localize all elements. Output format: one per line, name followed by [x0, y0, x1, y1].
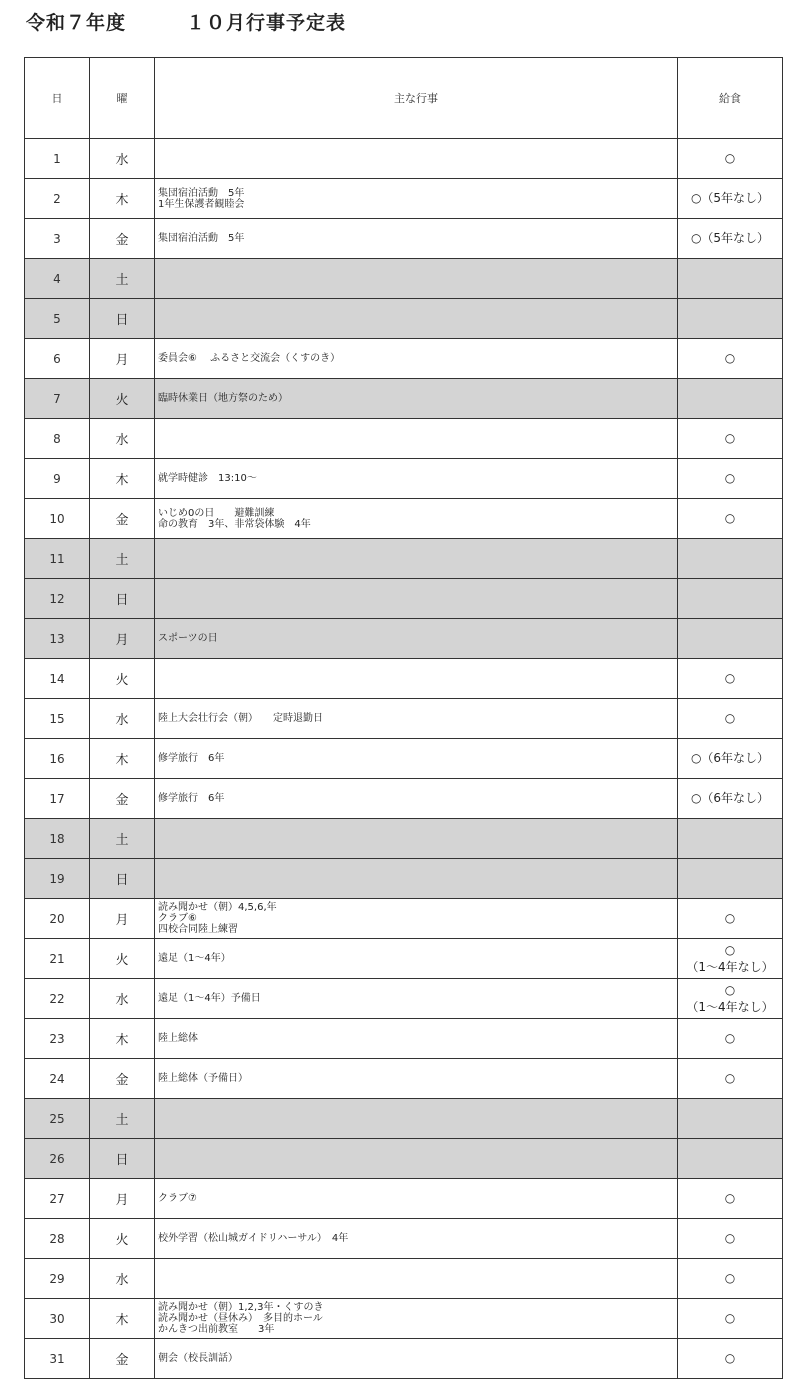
- lunch-cell: ○: [678, 459, 783, 499]
- schedule-body: [25, 139, 783, 1379]
- day-cell: 25: [25, 1099, 90, 1139]
- day-cell: 2: [25, 179, 90, 219]
- weekday-cell: 金: [90, 1339, 155, 1379]
- weekday-cell: 木: [90, 179, 155, 219]
- lunch-cell: ○ （1～4年なし）: [678, 939, 783, 979]
- weekday-cell: 木: [90, 459, 155, 499]
- day-cell: 26: [25, 1139, 90, 1179]
- events-cell: 朝会（校長訓話）: [155, 1339, 678, 1379]
- table-row: [25, 819, 783, 859]
- events-cell: クラブ⑦: [155, 1179, 678, 1219]
- table-row: [25, 1059, 783, 1099]
- lunch-cell: ○（6年なし）: [678, 739, 783, 779]
- weekday-cell: 日: [90, 299, 155, 339]
- day-cell: 23: [25, 1019, 90, 1059]
- lunch-cell: [678, 1139, 783, 1179]
- lunch-cell: [678, 1099, 783, 1139]
- weekday-cell: 金: [90, 499, 155, 539]
- table-header-row: [25, 58, 783, 139]
- weekday-cell: 日: [90, 1139, 155, 1179]
- events-cell: 読み聞かせ（朝）1,2,3年・くすのき 読み聞かせ（昼休み） 多目的ホール かんきつ出前教室 3年: [155, 1299, 678, 1339]
- table-row: [25, 859, 783, 899]
- day-cell: 13: [25, 619, 90, 659]
- header-day: 日: [25, 58, 90, 139]
- lunch-cell: ○: [678, 139, 783, 179]
- lunch-cell: ○: [678, 419, 783, 459]
- weekday-cell: 水: [90, 139, 155, 179]
- table-row: [25, 939, 783, 979]
- day-cell: 24: [25, 1059, 90, 1099]
- events-cell: 集団宿泊活動 5年 1年生保護者観睦会: [155, 179, 678, 219]
- weekday-cell: 土: [90, 259, 155, 299]
- table-row: [25, 1139, 783, 1179]
- events-cell: 修学旅行 6年: [155, 739, 678, 779]
- events-cell: [155, 419, 678, 459]
- weekday-cell: 水: [90, 699, 155, 739]
- events-cell: [155, 539, 678, 579]
- lunch-cell: [678, 299, 783, 339]
- weekday-cell: 金: [90, 779, 155, 819]
- table-row: [25, 699, 783, 739]
- day-cell: 30: [25, 1299, 90, 1339]
- header-events: 主な行事: [155, 58, 678, 139]
- lunch-cell: ○: [678, 1339, 783, 1379]
- table-row: [25, 1179, 783, 1219]
- day-cell: 22: [25, 979, 90, 1019]
- events-cell: 集団宿泊活動 5年: [155, 219, 678, 259]
- header-lunch: 給食: [678, 58, 783, 139]
- lunch-cell: ○（5年なし）: [678, 179, 783, 219]
- events-cell: 委員会⑥ ふるさと交流会（くすのき）: [155, 339, 678, 379]
- day-cell: 21: [25, 939, 90, 979]
- lunch-cell: ○: [678, 499, 783, 539]
- events-cell: 遠足（1～4年）予備日: [155, 979, 678, 1019]
- events-cell: [155, 1099, 678, 1139]
- weekday-cell: 火: [90, 1219, 155, 1259]
- day-cell: 4: [25, 259, 90, 299]
- header-weekday: 曜: [90, 58, 155, 139]
- weekday-cell: 日: [90, 579, 155, 619]
- day-cell: 9: [25, 459, 90, 499]
- weekday-cell: 木: [90, 1299, 155, 1339]
- lunch-cell: [678, 579, 783, 619]
- weekday-cell: 火: [90, 939, 155, 979]
- table-row: [25, 579, 783, 619]
- weekday-cell: 水: [90, 1259, 155, 1299]
- weekday-cell: 水: [90, 979, 155, 1019]
- table-row: [25, 219, 783, 259]
- day-cell: 8: [25, 419, 90, 459]
- weekday-cell: 木: [90, 1019, 155, 1059]
- events-cell: 陸上大会壮行会（朝） 定時退勤日: [155, 699, 678, 739]
- lunch-cell: ○: [678, 1019, 783, 1059]
- day-cell: 10: [25, 499, 90, 539]
- table-row: [25, 899, 783, 939]
- table-row: [25, 619, 783, 659]
- day-cell: 20: [25, 899, 90, 939]
- lunch-cell: ○: [678, 1059, 783, 1099]
- weekday-cell: 金: [90, 219, 155, 259]
- page-title: 令和７年度 １０月行事予定表: [26, 12, 347, 34]
- events-cell: [155, 659, 678, 699]
- day-cell: 14: [25, 659, 90, 699]
- weekday-cell: 木: [90, 739, 155, 779]
- events-cell: 臨時休業日（地方祭のため）: [155, 379, 678, 419]
- day-cell: 28: [25, 1219, 90, 1259]
- table-row: [25, 419, 783, 459]
- lunch-cell: [678, 859, 783, 899]
- lunch-cell: ○（6年なし）: [678, 779, 783, 819]
- events-cell: [155, 579, 678, 619]
- events-cell: いじめ0の日 避難訓練 命の教育 3年、非常袋体験 4年: [155, 499, 678, 539]
- lunch-cell: ○: [678, 699, 783, 739]
- table-row: [25, 1339, 783, 1379]
- table-row: [25, 499, 783, 539]
- weekday-cell: 火: [90, 659, 155, 699]
- lunch-cell: [678, 379, 783, 419]
- events-cell: 読み聞かせ（朝）4,5,6,年 クラブ⑥ 四校合同陸上練習: [155, 899, 678, 939]
- day-cell: 29: [25, 1259, 90, 1299]
- lunch-cell: ○ （1～4年なし）: [678, 979, 783, 1019]
- table-row: [25, 339, 783, 379]
- day-cell: 18: [25, 819, 90, 859]
- lunch-cell: ○: [678, 1299, 783, 1339]
- table-row: [25, 179, 783, 219]
- weekday-cell: 土: [90, 819, 155, 859]
- lunch-cell: [678, 539, 783, 579]
- day-cell: 31: [25, 1339, 90, 1379]
- table-row: [25, 139, 783, 179]
- table-row: [25, 1259, 783, 1299]
- lunch-cell: ○: [678, 339, 783, 379]
- day-cell: 16: [25, 739, 90, 779]
- lunch-cell: [678, 259, 783, 299]
- table-row: [25, 979, 783, 1019]
- events-cell: [155, 299, 678, 339]
- lunch-cell: [678, 819, 783, 859]
- table-row: [25, 379, 783, 419]
- events-cell: [155, 139, 678, 179]
- events-cell: [155, 859, 678, 899]
- table-row: [25, 1219, 783, 1259]
- events-cell: [155, 1259, 678, 1299]
- lunch-cell: ○（5年なし）: [678, 219, 783, 259]
- day-cell: 7: [25, 379, 90, 419]
- events-cell: 就学時健診 13:10～: [155, 459, 678, 499]
- events-cell: 陸上総体: [155, 1019, 678, 1059]
- events-cell: [155, 819, 678, 859]
- events-cell: [155, 1139, 678, 1179]
- table-row: [25, 539, 783, 579]
- table-row: [25, 1019, 783, 1059]
- day-cell: 6: [25, 339, 90, 379]
- day-cell: 1: [25, 139, 90, 179]
- weekday-cell: 日: [90, 859, 155, 899]
- day-cell: 11: [25, 539, 90, 579]
- table-row: [25, 259, 783, 299]
- day-cell: 27: [25, 1179, 90, 1219]
- table-row: [25, 459, 783, 499]
- weekday-cell: 火: [90, 379, 155, 419]
- weekday-cell: 月: [90, 899, 155, 939]
- day-cell: 5: [25, 299, 90, 339]
- day-cell: 3: [25, 219, 90, 259]
- weekday-cell: 水: [90, 419, 155, 459]
- weekday-cell: 月: [90, 339, 155, 379]
- lunch-cell: ○: [678, 1179, 783, 1219]
- table-row: [25, 739, 783, 779]
- table-row: [25, 779, 783, 819]
- lunch-cell: ○: [678, 899, 783, 939]
- events-cell: 陸上総体（予備日）: [155, 1059, 678, 1099]
- events-cell: 遠足（1～4年）: [155, 939, 678, 979]
- events-cell: 校外学習（松山城ガイドリハーサル） 4年: [155, 1219, 678, 1259]
- table-row: [25, 299, 783, 339]
- schedule-table: [24, 57, 783, 1379]
- weekday-cell: 土: [90, 539, 155, 579]
- lunch-cell: ○: [678, 1259, 783, 1299]
- lunch-cell: [678, 619, 783, 659]
- lunch-cell: ○: [678, 659, 783, 699]
- events-cell: 修学旅行 6年: [155, 779, 678, 819]
- weekday-cell: 土: [90, 1099, 155, 1139]
- events-cell: [155, 259, 678, 299]
- table-row: [25, 659, 783, 699]
- day-cell: 19: [25, 859, 90, 899]
- events-cell: スポーツの日: [155, 619, 678, 659]
- day-cell: 17: [25, 779, 90, 819]
- day-cell: 12: [25, 579, 90, 619]
- day-cell: 15: [25, 699, 90, 739]
- table-row: [25, 1099, 783, 1139]
- lunch-cell: ○: [678, 1219, 783, 1259]
- weekday-cell: 月: [90, 619, 155, 659]
- weekday-cell: 金: [90, 1059, 155, 1099]
- weekday-cell: 月: [90, 1179, 155, 1219]
- table-row: [25, 1299, 783, 1339]
